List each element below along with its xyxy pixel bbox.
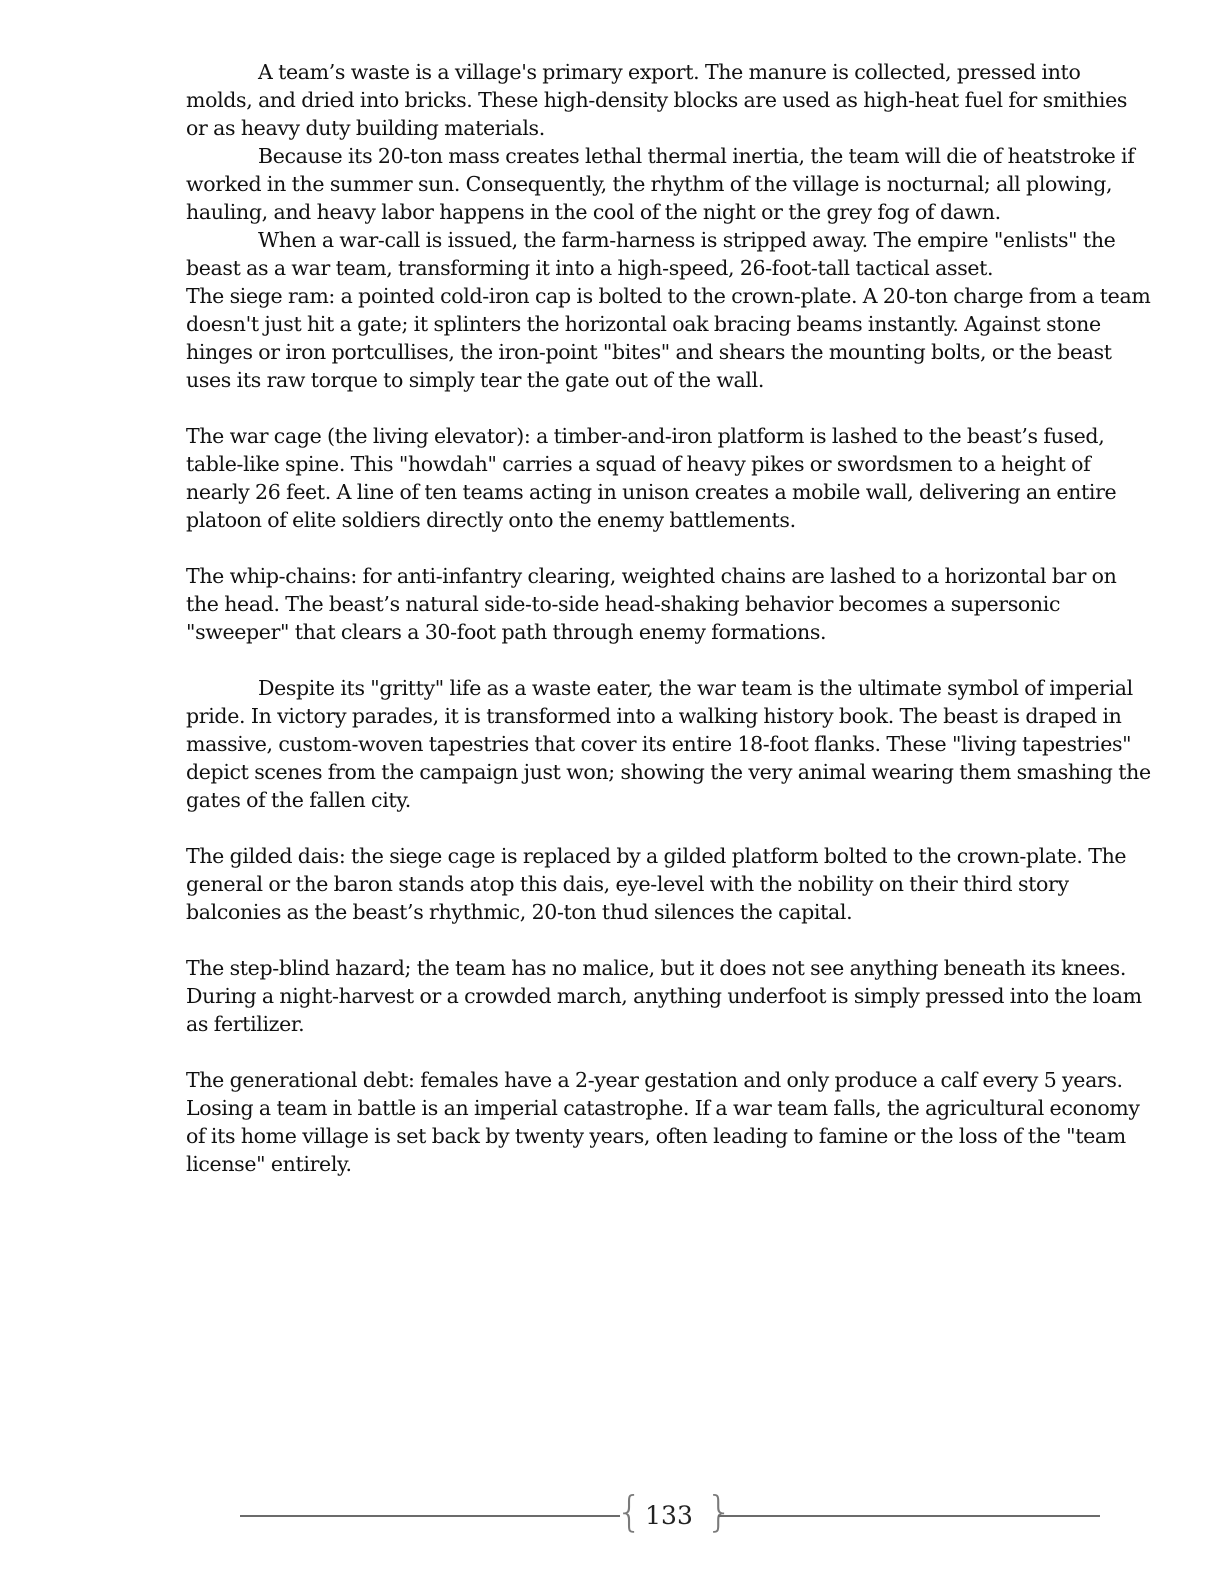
paragraph-war-call: When a war-call is issued, the farm-harness is stripped away. The empire "enlists" the beast as a war team, transforming it into a high-speed, 26-foot-tall tactical asset.	[186, 228, 1116, 280]
footer-rule-left	[240, 1515, 620, 1517]
paragraph-spacer	[186, 646, 1152, 674]
footer-rule-right	[718, 1515, 1100, 1517]
paragraph-generational-debt: The generational debt: females have a 2-year gestation and only produce a calf every 5 years. Losing a team in battle is an imperial catastrophe. If a war team falls, the agricultural economy of its home village is set back by twenty years, often leading to famine or the loss of the "team license" entirely.	[186, 1068, 1140, 1176]
paragraph-waste-export: A team’s waste is a village's primary export. The manure is collected, pressed into molds, and dried into bricks. These high-density blocks are used as high-heat fuel for smithies or as heavy duty building materials.	[186, 60, 1128, 140]
page-footer	[240, 1487, 1100, 1538]
right-brace-icon: }	[706, 1487, 733, 1536]
paragraph-war-cage: The war cage (the living elevator): a timber-and-iron platform is lashed to the beast’s fused, table-like spine. This "howdah" carries a squad of heavy pikes or swordsmen to a height of nearly 26 feet. A line of ten teams acting in unison creates a mobile wall, delivering an entire platoon of elite soldiers directly onto the enemy battlements.	[186, 424, 1117, 532]
page-number: 133	[645, 1501, 693, 1530]
paragraph-spacer	[186, 1038, 1152, 1066]
paragraph-heatstroke: Because its 20-ton mass creates lethal thermal inertia, the team will die of heatstroke if worked in the summer sun. Consequently, the rhythm of the village is nocturnal; all plowing, hauling, and heavy labor happens in the cool of the night or the grey fog of dawn.	[186, 144, 1135, 224]
paragraph-spacer	[186, 534, 1152, 562]
paragraph-victory-parades: Despite its "gritty" life as a waste eater, the war team is the ultimate symbol of imperial pride. In victory parades, it is transformed into a walking history book. The beast is draped in massive, custom-woven tapestries that cover its entire 18-foot flanks. These "living tapestries" depict scenes from the campaign just won; showing the very animal wearing them smashing the gates of the fallen city.	[186, 676, 1151, 812]
paragraph-spacer	[186, 394, 1152, 422]
paragraph-step-blind-hazard: The step-blind hazard; the team has no malice, but it does not see anything beneath its knees. During a night-harvest or a crowded march, anything underfoot is simply pressed into the loam as fertilizer.	[186, 956, 1142, 1036]
left-brace-icon: {	[616, 1487, 643, 1536]
page-body	[186, 58, 1152, 1178]
paragraph-spacer	[186, 814, 1152, 842]
paragraph-whip-chains: The whip-chains: for anti-infantry clearing, weighted chains are lashed to a horizontal bar on the head. The beast’s natural side-to-side head-shaking behavior becomes a supersonic "sweeper" that clears a 30-foot path through enemy formations.	[186, 564, 1117, 644]
paragraph-spacer	[186, 926, 1152, 954]
paragraph-siege-ram: The siege ram: a pointed cold-iron cap is bolted to the crown-plate. A 20-ton charge from a team doesn't just hit a gate; it splinters the horizontal oak bracing beams instantly. Against stone hinges or iron portcullises, the iron-point "bites" and shears the mounting bolts, or the beast uses its raw torque to simply tear the gate out of the wall.	[186, 284, 1151, 392]
paragraph-gilded-dais: The gilded dais: the siege cage is replaced by a gilded platform bolted to the crown-plate. The general or the baron stands atop this dais, eye-level with the nobility on their third story balconies as the beast’s rhythmic, 20-ton thud silences the capital.	[186, 844, 1127, 924]
